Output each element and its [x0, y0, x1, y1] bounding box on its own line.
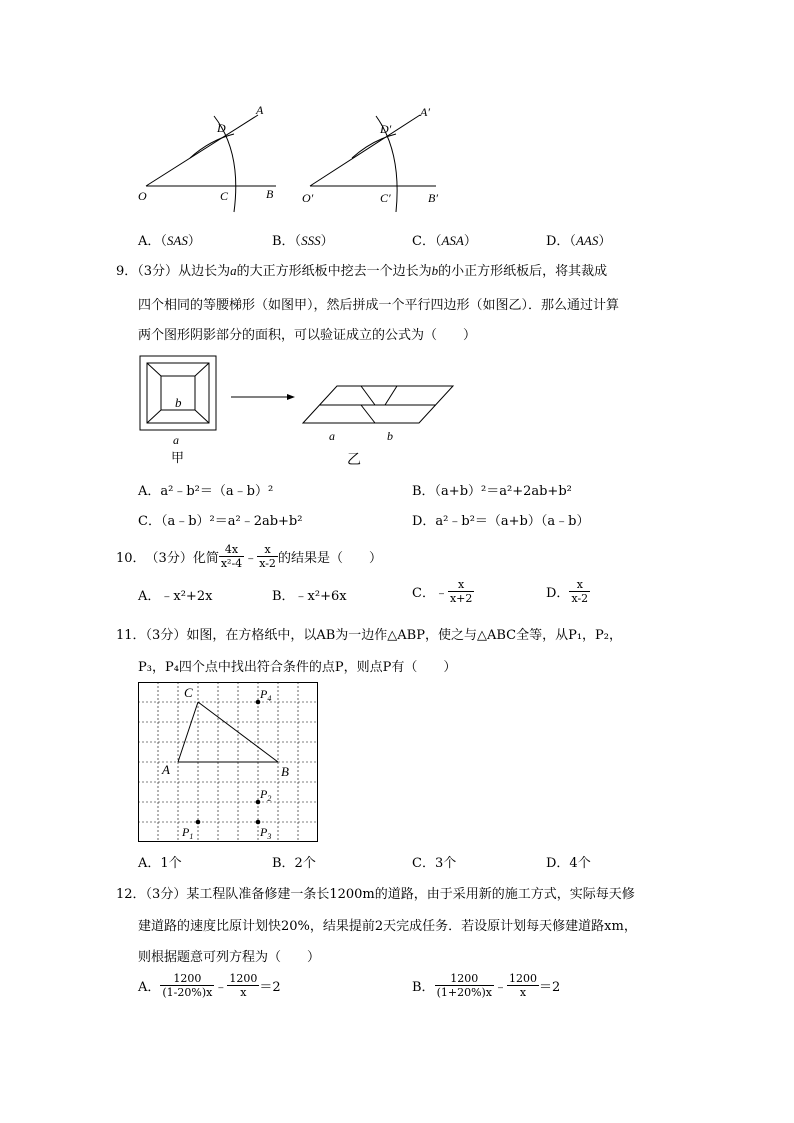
label-a: a [173, 433, 179, 447]
arrow-head-icon [287, 394, 295, 400]
label-a2: a [329, 429, 335, 443]
label-a: A [162, 762, 170, 777]
point-p3 [256, 820, 261, 825]
label-c: C [184, 685, 193, 700]
q11-line1: 11．（3分）如图，在方格纸中，以AB为一边作△ABP，使之与△ABC全等，从P₁，P₂， [116, 628, 622, 643]
label-jia: 甲 [171, 450, 185, 465]
q9-line3: 两个图形阴影部分的面积，可以验证成立的公式为（ ） [138, 328, 477, 343]
ray-o2a2 [310, 115, 420, 186]
q12-option-a[interactable]: A． $\frac{1200}{(1-20\%)x}$ ﹣ $\frac{1200}{x}$ ＝2 [138, 972, 281, 999]
label-yi: 乙 [347, 453, 361, 468]
q9-option-c[interactable]: C．（a﹣b）²＝a²﹣2ab+b² [138, 514, 303, 529]
q9-line1: 9．（3分）从边长为a的大正方形纸板中挖去一个边长为b的小正方形纸板后，将其裁成 [116, 263, 608, 279]
label-b2: b [387, 429, 393, 443]
label-b: B [266, 187, 274, 201]
q9-figure [135, 352, 465, 470]
label-a: A [256, 103, 264, 117]
q10-option-a[interactable]: A．﹣x²+2x [138, 589, 213, 604]
q10-option-c[interactable]: C．﹣ $\frac{x}{x+2}$ [412, 578, 473, 605]
q10-option-b[interactable]: B．﹣x²+6x [272, 589, 347, 604]
point-p1 [196, 820, 201, 825]
q12-line2: 建道路的速度比原计划快20%，结果提前2天完成任务．若设原计划每天修建道路xm， [138, 919, 637, 934]
q11-option-c[interactable]: C．3个 [412, 856, 457, 871]
q8-option-a[interactable]: A．（SAS） [138, 233, 201, 249]
label-a2: A′ [420, 105, 430, 119]
label-p4: $P_4$ [260, 687, 272, 703]
label-d2: D′ [380, 122, 392, 136]
q9-option-a[interactable]: A．a²﹣b²＝（a﹣b）² [138, 484, 274, 499]
q8-figure [130, 100, 470, 215]
label-o: O [138, 189, 147, 203]
label-b: B [281, 764, 289, 779]
q11-grid-figure [138, 682, 320, 844]
q10-option-d[interactable]: D． $\frac{x}{x-2}$ [546, 578, 589, 605]
label-c2: C′ [380, 191, 391, 205]
q12-line1: 12．（3分）某工程队准备修建一条长1200m的道路，由于采用新的施工方式，实际每天修 [116, 887, 635, 902]
label-b2: B′ [428, 191, 438, 205]
label-p1: $P_1$ [182, 825, 194, 841]
fraction-1: $\frac{4x}{\text{x²-4}}$ [220, 542, 243, 570]
fraction-2: $\frac{x}{x-2}$ [259, 542, 276, 570]
q8-option-d[interactable]: D．（AAS） [546, 233, 612, 249]
q11-option-b[interactable]: B．2个 [272, 856, 316, 871]
q10-line: 10． （3分） 化简 $\frac{4x}{\text{x²-4}}$ ﹣ $\frac{x}{x-2}$ 的结果是（ ） [116, 542, 382, 570]
label-p3: $P_3$ [260, 825, 272, 841]
label-p2: $P_2$ [260, 787, 272, 803]
q12-line3: 则根据题意可列方程为（ ） [138, 950, 321, 965]
q11-option-a[interactable]: A．1个 [138, 856, 182, 871]
label-b: b [175, 395, 182, 410]
segment-ac [178, 702, 198, 762]
ray-oa [146, 115, 258, 186]
q9-option-d[interactable]: D．a²﹣b²＝（a+b）（a﹣b） [412, 514, 590, 529]
label-o2: O′ [302, 191, 314, 205]
q11-option-d[interactable]: D．4个 [546, 856, 591, 871]
q9-line2: 四个相同的等腰梯形（如图甲），然后拼成一个平行四边形（如图乙）．那么通过计算 [138, 298, 620, 313]
q8-option-b[interactable]: B．（SSS） [272, 233, 334, 249]
label-d: D [217, 121, 226, 135]
q9-option-b[interactable]: B．（a+b）²＝a²+2ab+b² [412, 484, 572, 499]
q11-line2: P₃，P₄四个点中找出符合条件的点P，则点P有（ ） [138, 660, 457, 675]
q8-option-c[interactable]: C．（ASA） [412, 233, 477, 249]
q12-option-b[interactable]: B． $\frac{1200}{(1+20\%)x}$ ﹣ $\frac{1200}{x}$ ＝2 [412, 972, 561, 999]
label-c: C [220, 189, 229, 203]
